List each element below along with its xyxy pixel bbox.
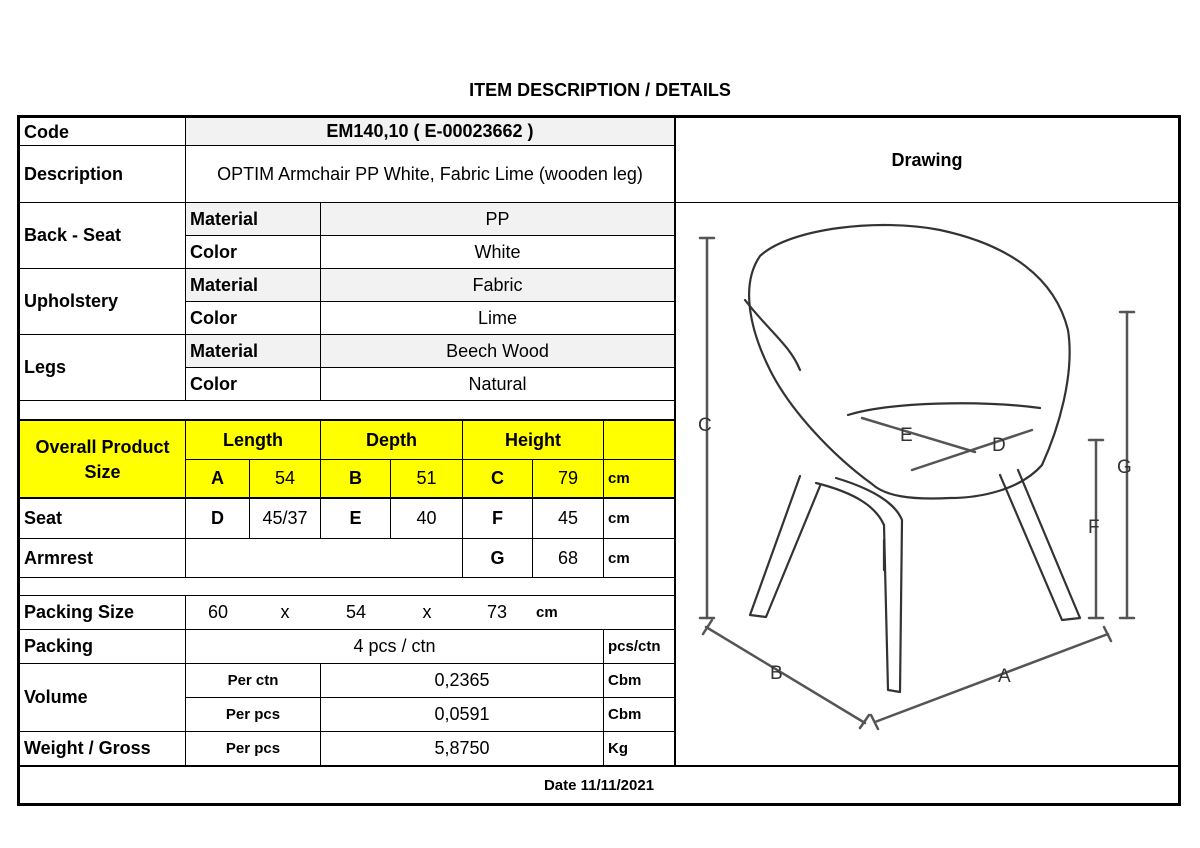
upholstery-label: Upholstery	[24, 291, 119, 311]
drawing-letter-f: F	[1088, 517, 1100, 538]
length-header: Length	[223, 429, 283, 450]
drawing-label: Drawing	[891, 150, 963, 170]
dim-e-letter: E	[349, 508, 362, 528]
dim-b-value: 51	[416, 468, 437, 488]
overall-size-label	[20, 421, 185, 498]
upholstery-material-label: Material	[190, 274, 259, 295]
chair-shell-rim	[745, 300, 800, 370]
back-seat-material-label: Material	[190, 208, 259, 229]
drawing-letter-g: G	[1117, 457, 1132, 478]
weight-label: Weight / Gross	[24, 738, 151, 758]
volume-per-ctn-value: 0,2365	[434, 670, 490, 690]
date-text: Date 11/11/2021	[543, 776, 655, 794]
weight-unit: Kg	[608, 740, 628, 757]
packing-size-unit: cm	[536, 604, 558, 621]
dim-c-letter: C	[491, 468, 504, 488]
drawing-letter-d: D	[992, 435, 1006, 456]
depth-header: Depth	[366, 429, 417, 450]
volume-per-ctn-label: Per ctn	[227, 672, 279, 689]
weight-per-pcs-label: Per pcs	[225, 740, 281, 757]
hline	[20, 400, 674, 401]
armrest-label: Armrest	[24, 547, 94, 568]
overall-unit: cm	[608, 470, 630, 487]
legs-material-value: Beech Wood	[446, 340, 549, 361]
drawing-letter-c: C	[698, 415, 712, 436]
legs-label: Legs	[24, 357, 67, 377]
dim-a-letter: A	[211, 468, 224, 488]
volume-per-ctn-unit: Cbm	[608, 672, 642, 689]
armrest-unit: cm	[608, 549, 630, 567]
legs-material-label: Material	[190, 340, 259, 361]
hline	[20, 577, 674, 578]
chair-drawing	[677, 203, 1177, 763]
dim-f-letter: F	[492, 508, 503, 528]
packing-size-width: 54	[345, 602, 367, 622]
dim-e-value: 40	[416, 508, 437, 528]
drawing-letter-e: E	[900, 425, 913, 446]
dim-line-d	[912, 430, 1032, 470]
legs-color-value: Natural	[468, 373, 527, 394]
drawing-letter-b: B	[770, 663, 783, 684]
packing-size-length: 60	[207, 602, 229, 622]
packing-size-x2: x	[422, 602, 432, 622]
vline-main	[674, 118, 676, 765]
dim-c-value: 79	[557, 468, 579, 488]
dim-g-value: 68	[557, 547, 579, 568]
description-label: Description	[24, 163, 124, 184]
volume-per-pcs-unit: Cbm	[608, 706, 642, 723]
chair-leg-rear-center	[816, 478, 902, 692]
back-seat-color-label: Color	[190, 241, 237, 262]
code-value: EM140,10 ( E-00023662 )	[326, 121, 534, 141]
chair-seat-line	[848, 403, 1040, 415]
weight-value: 5,8750	[434, 738, 490, 758]
page-title: ITEM DESCRIPTION / DETAILS	[469, 80, 731, 100]
back-seat-color-value: White	[474, 241, 521, 262]
seat-label: Seat	[24, 508, 63, 528]
chair-leg-front-left	[750, 476, 820, 617]
overall-size-label-line2: Size	[84, 461, 121, 482]
code-label: Code	[24, 121, 69, 142]
packing-size-x1: x	[280, 602, 290, 622]
dim-d-value: 45/37	[262, 508, 308, 528]
packing-size-label: Packing Size	[24, 602, 135, 622]
chair-leg-front-right	[1000, 470, 1080, 620]
dim-g-letter: G	[490, 547, 505, 568]
dim-line-e	[862, 418, 975, 452]
packing-value: 4 pcs / ctn	[353, 636, 436, 656]
drawing-letter-a: A	[998, 666, 1011, 687]
overall-size-label-line1: Overall Product	[35, 436, 170, 457]
height-header: Height	[505, 429, 561, 450]
legs-color-label: Color	[190, 373, 237, 394]
dim-line-b	[706, 627, 865, 723]
dim-a-value: 54	[274, 468, 296, 488]
packing-size-height: 73	[486, 602, 508, 622]
packing-label: Packing	[24, 636, 94, 656]
back-seat-label: Back - Seat	[24, 225, 122, 245]
dim-f-value: 45	[557, 508, 579, 528]
description-value: OPTIM Armchair PP White, Fabric Lime (wooden leg)	[217, 163, 643, 184]
back-seat-material-value: PP	[485, 208, 510, 229]
dim-d-letter: D	[211, 508, 224, 528]
upholstery-material-value: Fabric	[472, 274, 523, 295]
volume-per-pcs-value: 0,0591	[434, 704, 490, 724]
packing-unit: pcs/ctn	[608, 638, 661, 655]
seat-unit: cm	[608, 510, 630, 527]
volume-per-pcs-label: Per pcs	[225, 706, 281, 723]
upholstery-color-label: Color	[190, 307, 237, 328]
dim-b-letter: B	[349, 468, 362, 488]
volume-label: Volume	[24, 687, 88, 707]
dim-line-a	[875, 634, 1108, 722]
upholstery-color-value: Lime	[477, 307, 517, 328]
